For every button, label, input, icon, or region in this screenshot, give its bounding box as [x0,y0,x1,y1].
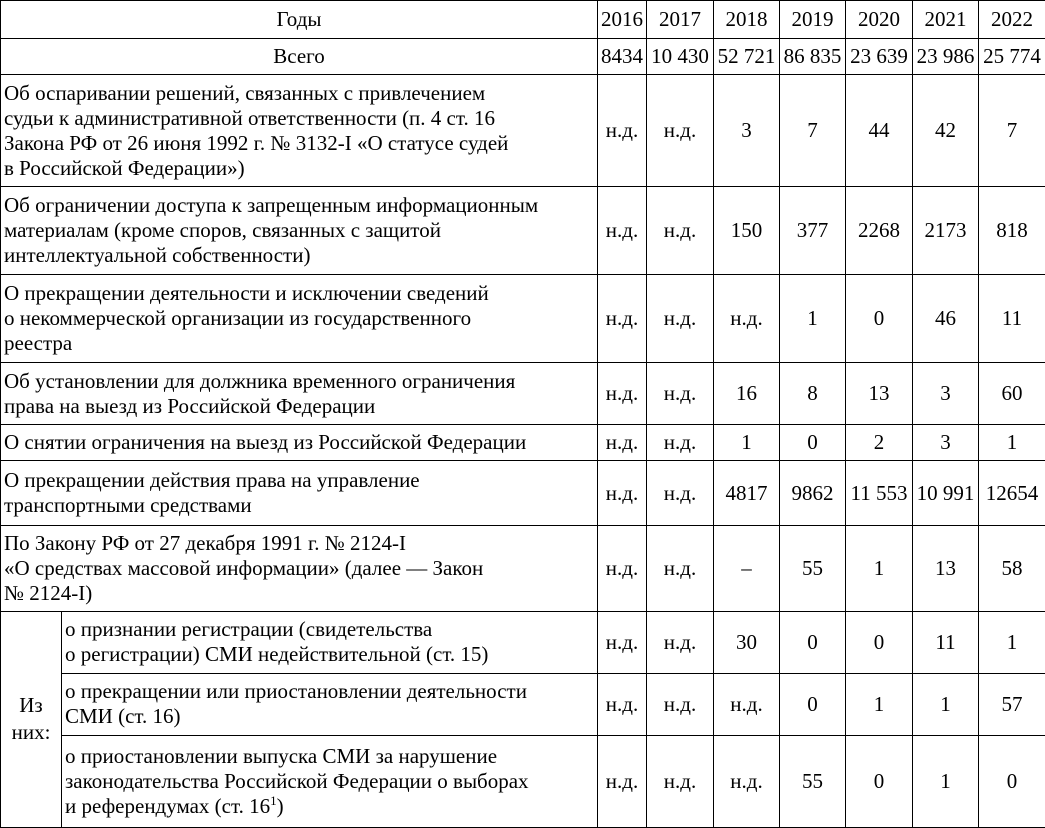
sub-row-label [62,735,598,827]
cell-value: н.д. [598,275,647,363]
cell-value: 44 [846,75,913,187]
cell-value: н.д. [598,525,647,611]
cell-value: 11 [979,275,1045,363]
header-row [1,1,1045,39]
cell-value: н.д. [598,735,647,827]
row-label-line: в Российской Федерации») [4,155,245,180]
row-label-line: о признании регистрации (свидетельства [65,617,433,642]
cell-value: 11 [913,611,979,673]
row-label-line: По Закону РФ от 27 декабря 1991 г. № 2124-I [4,530,407,555]
row-label [1,363,598,425]
cell-value: 1 [979,425,1045,461]
row-label [1,425,598,461]
table-row [1,461,1045,525]
year-2020: 2020 [846,1,913,39]
closing-paren: ) [276,793,284,818]
table-row [1,363,1045,425]
table-row [1,525,1045,611]
cell-value: н.д. [647,425,714,461]
cell-value: н.д. [647,735,714,827]
row-label-line: о приостановлении выпуска СМИ за нарушение [65,743,498,768]
table-row [1,275,1045,363]
cell-value: 0 [846,611,913,673]
cell-value: н.д. [647,75,714,187]
year-2017: 2017 [647,1,714,39]
cell-value: н.д. [647,673,714,735]
year-2021: 2021 [913,1,979,39]
row-label-line: о некоммерческой организации из государственного [4,306,472,331]
row-label-line: Закона РФ от 26 июня 1992 г. № 3132-I «О статусе судей [4,130,509,155]
cell-value: 3 [913,425,979,461]
total-value: 23 639 [846,39,913,75]
total-value: 25 774 [979,39,1045,75]
cell-value: н.д. [598,425,647,461]
cell-value: 57 [979,673,1045,735]
row-label [1,75,598,187]
row-label-line: о регистрации) СМИ недействительной (ст. 15) [65,642,489,667]
cell-value: н.д. [598,461,647,525]
cell-value: 7 [780,75,846,187]
cell-value: 0 [780,611,846,673]
row-label-line: № 2124-I) [4,580,93,605]
cell-value: н.д. [598,363,647,425]
cell-value: 8 [780,363,846,425]
cell-value: н.д. [647,525,714,611]
cell-value: 9862 [780,461,846,525]
cell-value: н.д. [598,75,647,187]
sub-row-label [62,611,598,673]
year-2022: 2022 [979,1,1045,39]
cell-value: 10 991 [913,461,979,525]
cell-value: н.д. [598,611,647,673]
total-value: 10 430 [647,39,714,75]
row-label-line: реестра [4,331,73,356]
sub-row [1,735,1045,827]
cell-value: 1 [913,673,979,735]
cell-value: 58 [979,525,1045,611]
cell-value: 377 [780,187,846,275]
row-label [1,525,598,611]
cell-value: 0 [846,275,913,363]
cell-value: н.д. [647,275,714,363]
cell-value: 0 [979,735,1045,827]
of-them-label [1,611,62,827]
cell-value: н.д. [647,187,714,275]
row-label-line: Об ограничении доступа к запрещенным информационным [4,193,539,218]
total-label: Всего [1,39,598,75]
year-2019: 2019 [780,1,846,39]
row-label-line: О снятии ограничения на выезд из Российской Федерации [4,430,527,455]
cell-value: 13 [846,363,913,425]
total-value: 86 835 [780,39,846,75]
cell-value: н.д. [714,673,780,735]
row-label-line: о прекращении или приостановлении деятельности [65,679,527,704]
cell-value: н.д. [598,187,647,275]
cell-value: – [714,525,780,611]
row-label [1,187,598,275]
cell-value: н.д. [598,673,647,735]
row-label-line: и референдумах (ст. 16 [65,793,271,818]
table-row [1,425,1045,461]
cell-value: 1 [846,525,913,611]
cell-value: 55 [780,735,846,827]
cell-value: 0 [780,673,846,735]
total-value: 8434 [598,39,647,75]
row-label-line: законодательства Российской Федерации о выборах [65,768,529,793]
total-value: 52 721 [714,39,780,75]
row-label-line: судьи к административной ответственности (п. 4 ст. 16 [4,105,495,130]
row-label-line: О прекращении действия права на управление [4,468,420,492]
cell-value: 16 [714,363,780,425]
cell-value: 2 [846,425,913,461]
cell-value: 42 [913,75,979,187]
row-label-line: О прекращении деятельности и исключении сведений [4,281,489,306]
row-label-line: транспортными средствами [4,493,252,517]
cell-value: 55 [780,525,846,611]
cell-value: 818 [979,187,1045,275]
sub-row [1,611,1045,673]
year-2018: 2018 [714,1,780,39]
row-label-line: интеллектуальной собственности) [4,243,311,268]
footnote-superscript: 1 [270,792,277,808]
cell-value: 30 [714,611,780,673]
cell-value: 1 [913,735,979,827]
sub-row-label [62,673,598,735]
cell-value: 0 [780,425,846,461]
table-row [1,187,1045,275]
row-label-line: «О средствах массовой информации» (далее — Закон [4,555,484,580]
cell-value: 60 [979,363,1045,425]
cell-value: 46 [913,275,979,363]
cell-value: н.д. [714,735,780,827]
cell-value: 1 [714,425,780,461]
year-2016: 2016 [598,1,647,39]
cell-value: 2173 [913,187,979,275]
table-row [1,75,1045,187]
years-header-label: Годы [1,1,598,39]
cell-value: 0 [846,735,913,827]
cell-value: 1 [846,673,913,735]
cell-value: 2268 [846,187,913,275]
cell-value: 1 [780,275,846,363]
row-label-line: СМИ (ст. 16) [65,704,181,729]
of-them-label-line: них: [11,720,51,745]
cell-value: н.д. [647,363,714,425]
row-label-line: Об оспаривании решений, связанных с привлечением [4,80,486,105]
row-label [1,275,598,363]
cell-value: 150 [714,187,780,275]
cell-value: 1 [979,611,1045,673]
cell-value: 4817 [714,461,780,525]
total-row [1,39,1045,75]
row-label-line: Об установлении для должника временного ограничения [4,368,516,393]
cell-value: 12654 [979,461,1045,525]
cell-value: 3 [913,363,979,425]
cell-value: н.д. [647,611,714,673]
cell-value: н.д. [714,275,780,363]
row-label-line: материалам (кроме споров, связанных с защитой [4,218,441,243]
sub-row [1,673,1045,735]
cell-value: 13 [913,525,979,611]
cell-value: 3 [714,75,780,187]
cell-value: н.д. [647,461,714,525]
cell-value: 7 [979,75,1045,187]
total-value: 23 986 [913,39,979,75]
row-label [1,461,598,525]
row-label-line: права на выезд из Российской Федерации [4,393,376,418]
of-them-label-line: Из [19,693,43,718]
cell-value: 11 553 [846,461,913,525]
